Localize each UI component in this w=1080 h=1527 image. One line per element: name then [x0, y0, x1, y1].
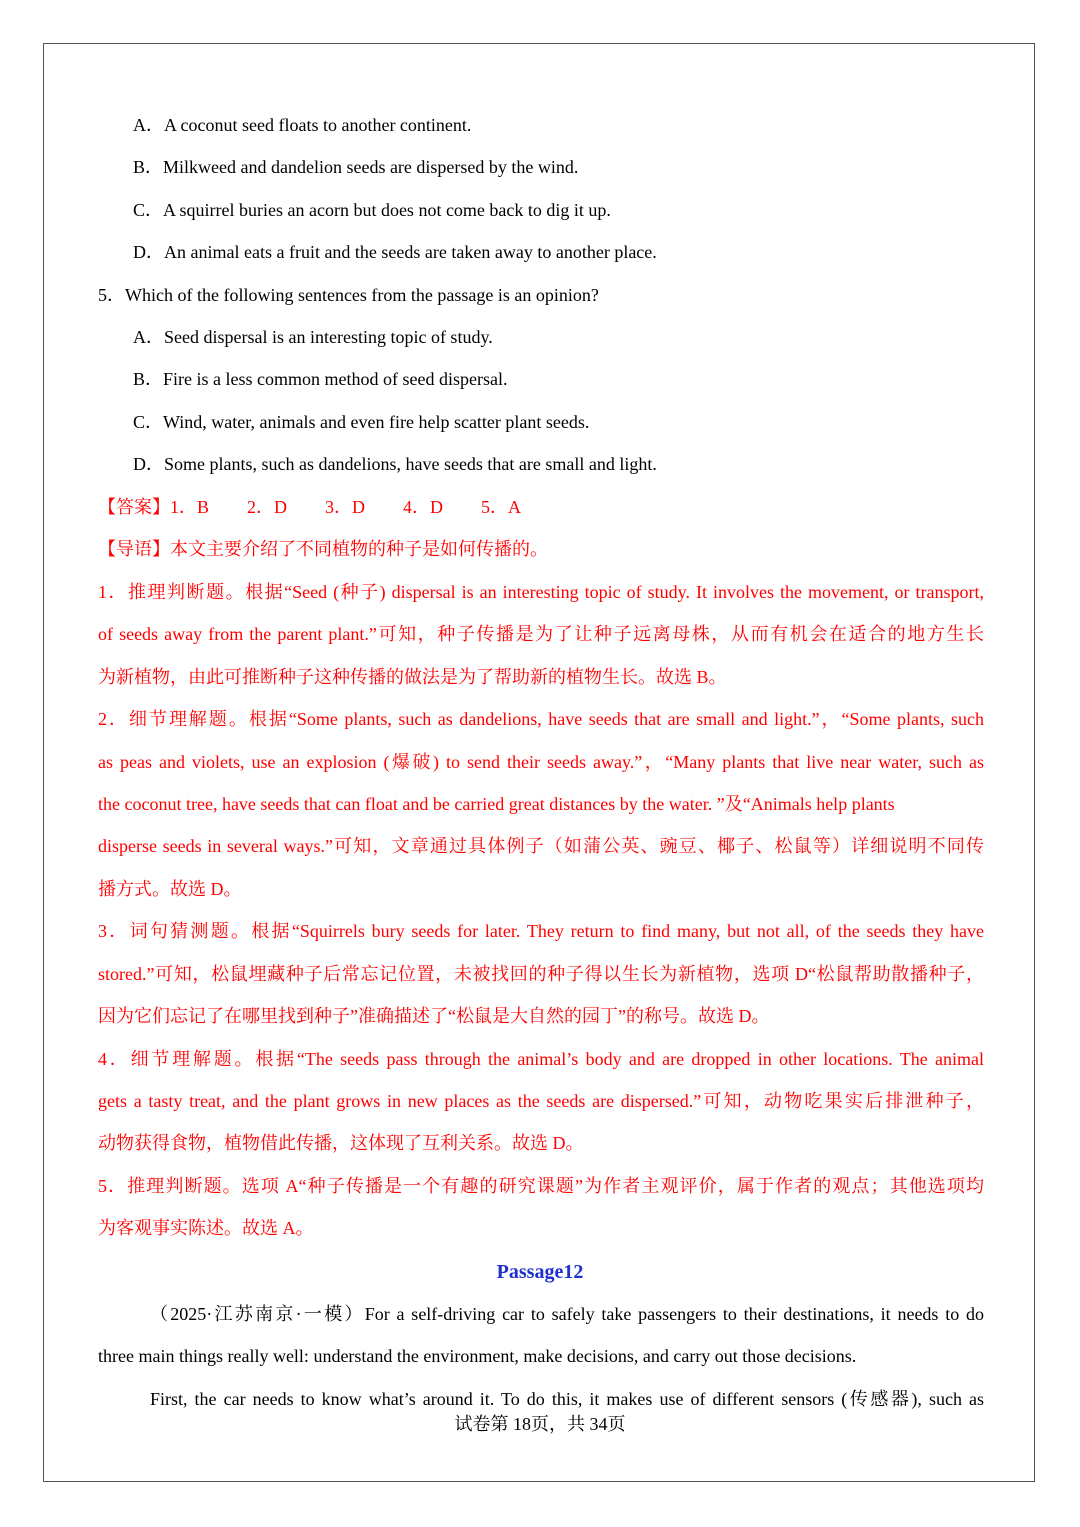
- q4-option-d: D．An animal eats a fruit and the seeds are taken away to another place.: [133, 242, 657, 262]
- q5-option-b: B．Fire is a less common method of seed dispersal.: [133, 369, 508, 389]
- page-footer: 试卷第 18页，共 34页: [454, 1414, 626, 1434]
- passage-line: three main things really well: understand the environment, make decisions, and carry out those decisions.: [98, 1346, 857, 1366]
- answer-label: 【答案】: [98, 497, 170, 517]
- guide-text: 【导语】本文主要介绍了不同植物的种子是如何传播的。: [98, 539, 548, 559]
- q4-option-b: B．Milkweed and dandelion seeds are dispersed by the wind.: [133, 157, 579, 177]
- explanation-4-line: 动物获得食物，植物借此传播，这体现了互利关系。故选 D。: [98, 1133, 584, 1153]
- passage-line: First, the car needs to know what’s around it. To do this, it makes use of different sensors (传感器), such as: [150, 1389, 984, 1409]
- q4-option-c: C．A squirrel buries an acorn but does not come back to dig it up.: [133, 200, 611, 220]
- explanation-1-line: 1．推理判断题。根据“Seed (种子) dispersal is an interesting topic of study. It involves the movement, or transport,: [98, 582, 984, 602]
- answer-item: 4．D: [403, 497, 444, 517]
- answer-item: 3．D: [325, 497, 366, 517]
- explanation-2-line: 2．细节理解题。根据“Some plants, such as dandelions, have seeds that are small and light.”，“Some plants, such: [98, 709, 984, 729]
- explanation-2-line: disperse seeds in several ways.”可知，文章通过具体例子（如蒲公英、豌豆、椰子、松鼠等）详细说明不同传: [98, 836, 984, 856]
- explanation-5-line: 5．推理判断题。选项 A“种子传播是一个有趣的研究课题”为作者主观评价，属于作者的观点；其他选项均: [98, 1176, 984, 1196]
- answer-item: 1．B: [170, 497, 210, 517]
- explanation-4-line: 4．细节理解题。根据“The seeds pass through the animal’s body and are dropped in other locations. The animal: [98, 1049, 984, 1069]
- q4-option-a: A．A coconut seed floats to another continent.: [133, 115, 472, 135]
- q5-option-c: C．Wind, water, animals and even fire help scatter plant seeds.: [133, 412, 590, 432]
- answer-key: [98, 494, 984, 520]
- explanation-3-line: stored.”可知，松鼠埋藏种子后常忘记位置，未被找回的种子得以生长为新植物，选项 D“松鼠帮助散播种子，: [98, 964, 984, 984]
- explanation-2-line: the coconut tree, have seeds that can float and be carried great distances by the water. ”及“Animals help plants: [98, 794, 895, 814]
- q5-option-a: A．Seed dispersal is an interesting topic of study.: [133, 327, 493, 347]
- answer-item: 5．A: [481, 497, 522, 517]
- q5-stem: 5．Which of the following sentences from the passage is an opinion?: [98, 285, 599, 305]
- q5-option-d: D．Some plants, such as dandelions, have seeds that are small and light.: [133, 454, 657, 474]
- passage-line: （2025·江苏南京·一模）For a self-driving car to safely take passengers to their destinations, it needs to do: [150, 1304, 984, 1324]
- explanation-1-line: of seeds away from the parent plant.”可知，种子传播是为了让种子远离母株，从而有机会在适合的地方生长: [98, 624, 984, 644]
- explanation-5-line: 为客观事实陈述。故选 A。: [98, 1218, 314, 1238]
- explanation-3-line: 3．词句猜测题。根据“Squirrels bury seeds for later. They return to find many, but not all, of the seeds they have: [98, 921, 984, 941]
- explanation-1-line: 为新植物，由此可推断种子这种传播的做法是为了帮助新的植物生长。故选 B。: [98, 667, 727, 687]
- explanation-2-line: 播方式。故选 D。: [98, 879, 242, 899]
- passage-title: Passage12: [496, 1261, 584, 1283]
- explanation-4-line: gets a tasty treat, and the plant grows in new places as the seeds are dispersed.”可知，动物吃果实后排泄种子，: [98, 1091, 984, 1111]
- explanation-2-line: as peas and violets, use an explosion (爆破) to send their seeds away.”，“Many plants that live near water, such as: [98, 752, 984, 772]
- answer-item: 2．D: [247, 497, 288, 517]
- explanation-3-line: 因为它们忘记了在哪里找到种子”准确描述了“松鼠是大自然的园丁”的称号。故选 D。: [98, 1006, 770, 1026]
